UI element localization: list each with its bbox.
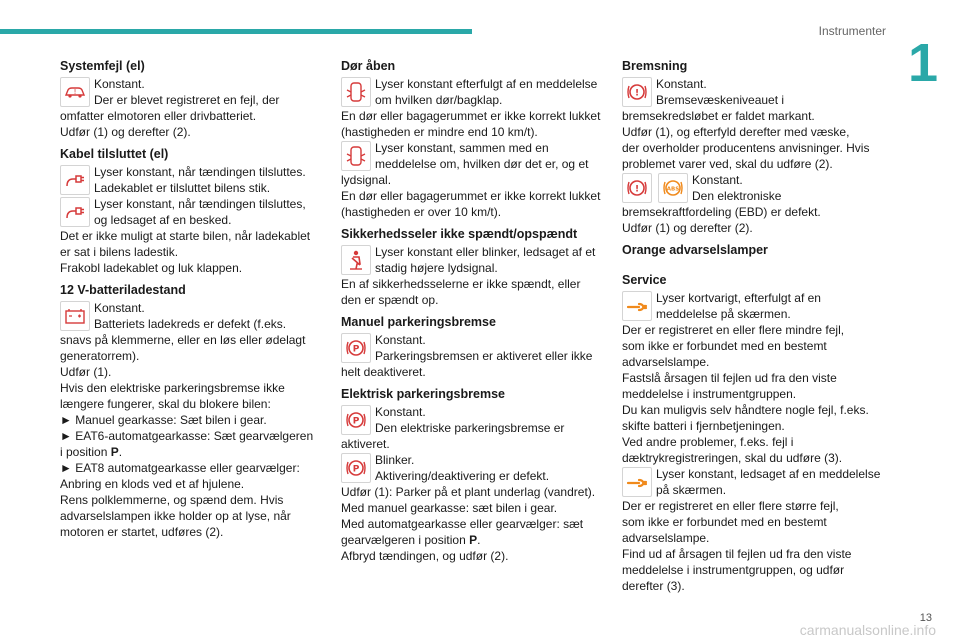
entry-ebd: ! ABS Konstant. Den elektroniske	[622, 172, 884, 204]
column-3: Bremsning ! Konstant. Bremsevæskeniveauet i bremsekredsløbet er faldet markant. Udfør (1), og efterfyld derefter med væske, der overholder producentens anvisninger. Hvis problemet varer ved, skal du udføre (2). ! ABS Konstant. Den elektroniske bremsekraftfordeling (EBD) er defekt. Udfør (1) og derefter (2). Orange advarselslamper Service Lyser kortvarigt, efterfulgt af en meddelelse på skærmen. Der er registreret en eller flere mindre fejl, som ikke er forbundet med en bestemt advarselslampe. Fastslå årsagen til fejlen ud fra den viste meddelelse i instrumentgruppen. Du kan muligvis selv håndtere nogle fejl, f.eks. skifte batteri i fjernbetjeningen. Ved andre problemer, f.eks. fejl i dæktrykregistreringen, skal du udføre (3). Lyser konstant, ledsaget af en meddelelse på skærmen. Der er registreret en eller flere større fejl, som ikke er forbundet med en bestemt advarselslampe. Find ud af årsagen til fejlen ud fra den viste meddelelse i instrumentgruppen, og udfør derefter (3).	[622, 58, 884, 594]
page-number: 13	[919, 612, 932, 624]
watermark: carmanualsonline.info	[799, 622, 936, 638]
entry-electric-parking-brake-a: P Konstant. Den elektriske parkeringsbremse er	[341, 404, 603, 436]
brake-warning-icon	[622, 173, 652, 203]
bullet-eat8: ► EAT8 automatgearkasse eller gearvælger:	[60, 460, 322, 476]
entry-braking: ! Konstant. Bremsevæskeniveauet i	[622, 76, 884, 108]
entry-cable-connected-a: Lyser konstant, når tændingen tilsluttes. Ladekablet er tilsluttet bilens stik.	[60, 164, 322, 196]
bullet-manual: ► Manuel gearkasse: Sæt bilen i gear.	[60, 412, 322, 428]
svg-text:!: !	[634, 184, 640, 195]
electric-parking-brake-icon	[341, 453, 371, 483]
entry-service-a: Lyser kortvarigt, efterfulgt af en meddelelse på skærmen.	[622, 290, 884, 322]
parking-brake-icon	[341, 333, 371, 363]
svg-text:ABS: ABS	[666, 186, 680, 193]
svg-text:!: !	[634, 88, 640, 99]
brake-warning-icon	[622, 77, 652, 107]
heading-system-fault: Systemfejl (el)	[60, 59, 145, 73]
car-fault-icon	[60, 77, 90, 107]
heading-manual-parking-brake: Manuel parkeringsbremse	[341, 315, 496, 329]
entry-cable-connected-b: Lyser konstant, når tændingen tilsluttes, og ledsaget af en besked.	[60, 196, 322, 228]
svg-text:!: !	[73, 88, 77, 96]
column-2: Dør åben Lyser konstant efterfulgt af en meddelelse om hvilken dør/bagklap. En dør eller bagagerummet er ikke korrekt lukket (hastigheden er mindre end 10 km/t). Lyser konstant, sammen med en meddelelse om, hvilken dør det er, og et lydsignal. En dør eller bagagerummet er ikke korrekt lukket (hastigheden er over 10 km/t). Sikkerhedsseler ikke spændt/opspændt Lyser konstant eller blinker, ledsaget af et stadig højere lydsignal. En af sikkerhedsselerne er ikke spændt, eller den er spændt op. Manuel parkeringsbremse P Konstant. Parkeringsbremsen er aktiveret eller ikke helt deaktiveret. Elektrisk parkeringsbremse P Konstant. Den elektriske parkeringsbremse er aktiveret. P Blinker. Aktivering/deaktivering er defekt. Udfør (1): Parker på et plant underlag (vandret). Med manuel gearkasse: sæt bilen i gear. Med automatgearkasse eller gearvælger: sæt gearvælgeren i position P. Afbryd tændingen, og udfør (2).	[341, 58, 603, 564]
wrench-icon	[622, 467, 652, 497]
heading-battery: 12 V-batteriladestand	[60, 283, 186, 297]
door-open-icon	[341, 77, 371, 107]
svg-text:P: P	[352, 416, 360, 427]
svg-text:P: P	[352, 344, 360, 355]
door-open-icon	[341, 141, 371, 171]
seatbelt-icon	[341, 245, 371, 275]
electric-parking-brake-icon	[341, 405, 371, 435]
section-title: Instrumenter	[818, 24, 886, 38]
entry-system-fault: ! Konstant. Der er blevet registreret en fejl, der	[60, 76, 322, 108]
entry-manual-parking-brake: P Konstant. Parkeringsbremsen er aktiveret eller ikke	[341, 332, 603, 364]
heading-service: Service	[622, 273, 667, 287]
wrench-icon	[622, 291, 652, 321]
entry-seatbelt: Lyser konstant eller blinker, ledsaget af et stadig højere lydsignal.	[341, 244, 603, 276]
bullet-eat6: ► EAT6-automatgearkasse: Sæt gearvælgeren	[60, 428, 322, 444]
heading-seatbelt: Sikkerhedsseler ikke spændt/opspændt	[341, 227, 578, 241]
entry-service-b: Lyser konstant, ledsaget af en meddelelse på skærmen.	[622, 466, 884, 498]
header-accent-bar	[0, 29, 472, 34]
heading-door-open: Dør åben	[341, 59, 396, 73]
heading-orange-lamps: Orange advarselslamper	[622, 243, 768, 257]
entry-door-open-a: Lyser konstant efterfulgt af en meddelelse om hvilken dør/bagklap.	[341, 76, 603, 108]
heading-braking: Bremsning	[622, 59, 688, 73]
charging-plug-icon	[60, 197, 90, 227]
column-1: Systemfejl (el) ! Konstant. Der er blevet registreret en fejl, der omfatter elmotoren eller drivbatteriet. Udfør (1) og derefter (2). Kabel tilsluttet (el) Lyser konstant, når tændingen tilsluttes. Ladekablet er tilsluttet bilens stik. Lyser konstant, når tændingen tilsluttes, og ledsaget af en besked. Det er ikke muligt at starte bilen, når ladekablet er sat i bilens ladestik. Frakobl ladekablet og luk klappen. 12 V-batteriladestand Konstant. Batteriets ladekreds er defekt (f.eks. snavs på klemmerne, eller en løs eller ødelagt generatorrem). Udfør (1). Hvis den elektriske parkeringsbremse ikke længere fungerer, skal du blokere bilen: ► Manuel gearkasse: Sæt bilen i gear. ► EAT6-automatgearkasse: Sæt gearvælgeren i position P. ► EAT8 automatgearkasse eller gearvælger: Anbring en klods ved et af hjulene. Rens polklemmerne, og spænd dem. Hvis advarselslampen ikke holder op at lyse, når motoren er startet, udføres (2).	[60, 58, 322, 540]
entry-electric-parking-brake-b: P Blinker. Aktivering/deaktivering er defekt.	[341, 452, 603, 484]
abs-icon	[658, 173, 688, 203]
entry-battery: Konstant. Batteriets ladekreds er defekt (f.eks.	[60, 300, 322, 332]
svg-text:P: P	[352, 464, 360, 475]
charging-plug-icon	[60, 165, 90, 195]
heading-electric-parking-brake: Elektrisk parkeringsbremse	[341, 387, 505, 401]
battery-icon	[60, 301, 90, 331]
heading-cable-connected: Kabel tilsluttet (el)	[60, 147, 169, 161]
entry-door-open-b: Lyser konstant, sammen med en meddelelse om, hvilken dør det er, og et	[341, 140, 603, 172]
chapter-number: 1	[907, 33, 938, 93]
